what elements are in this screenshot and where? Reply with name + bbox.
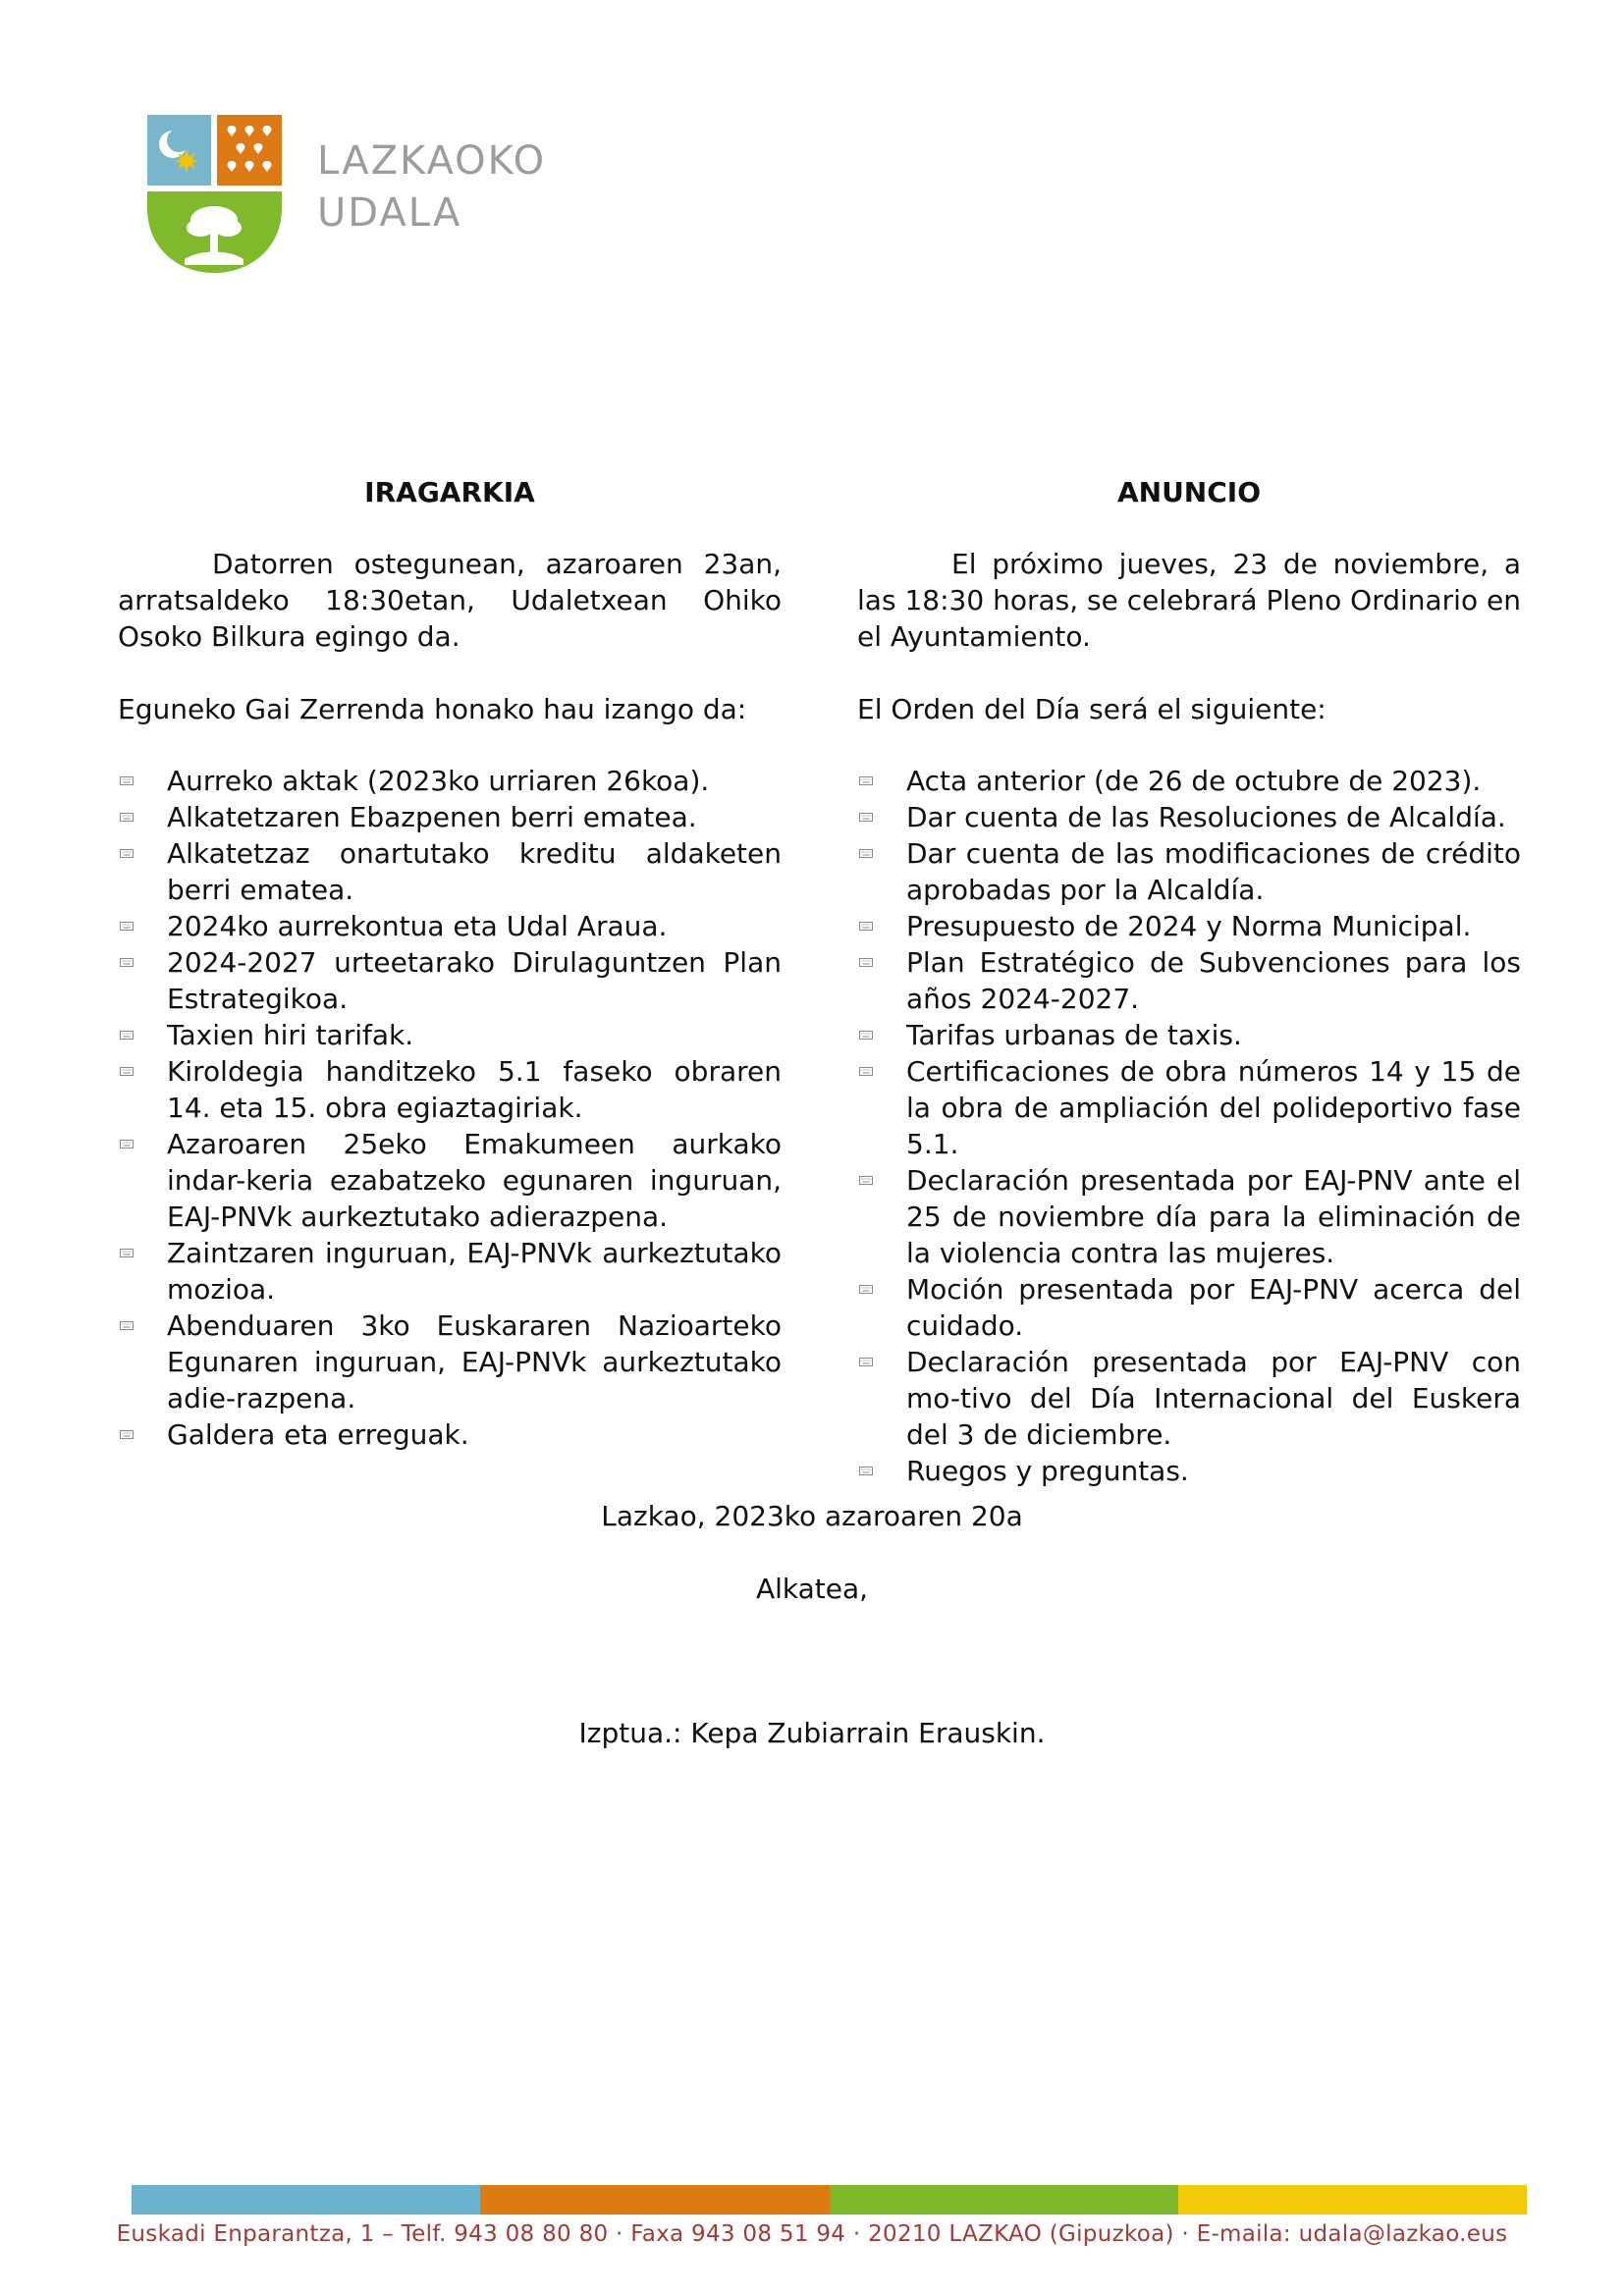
basque-column: [118, 474, 782, 1453]
keyboard-bullet-icon: [120, 847, 134, 860]
list-item: [857, 908, 1521, 944]
list-item-text: Dar cuenta de las modificaciones de crédito aprobadas por la Alcaldía.: [906, 837, 1521, 906]
logo-text-line2: UDALA: [317, 190, 462, 236]
keyboard-bullet-icon: [859, 811, 873, 824]
footer-color-bar: [132, 2185, 1527, 2215]
list-item: [118, 1053, 782, 1126]
keyboard-bullet-icon: [120, 774, 134, 787]
list-item-text: Alkatetzaz onartutako kreditu aldaketen berri ematea.: [167, 837, 782, 906]
keyboard-bullet-icon: [859, 1029, 873, 1041]
list-item-text: Presupuesto de 2024 y Norma Municipal.: [906, 910, 1472, 942]
footer-bar-green: [830, 2185, 1178, 2215]
basque-intro: Datorren ostegunean, azaroaren 23an, arratsaldeko 18:30etan, Udaletxean Ohiko Osoko Bilkura egingo da.: [118, 548, 782, 653]
keyboard-bullet-icon: [859, 920, 873, 933]
keyboard-bullet-icon: [859, 1465, 873, 1477]
list-item-text: Acta anterior (de 26 de octubre de 2023).: [906, 765, 1482, 797]
spanish-agenda-intro: El Orden del Día será el siguiente:: [857, 693, 1326, 725]
keyboard-bullet-icon: [120, 920, 134, 933]
keyboard-bullet-icon: [120, 1065, 134, 1078]
spanish-intro: El próximo jueves, 23 de noviembre, a las 18:30 horas, se celebrará Pleno Ordinario en el Ayuntamiento.: [857, 548, 1521, 653]
list-item-text: Moción presentada por EAJ-PNV acerca del cuidado.: [906, 1273, 1521, 1342]
spanish-column: [857, 474, 1521, 1489]
list-item: [857, 1271, 1521, 1344]
list-item: [118, 1308, 782, 1416]
list-item: [118, 908, 782, 944]
list-item: [857, 763, 1521, 799]
basque-agenda-intro: Eguneko Gai Zerrenda honako hau izango da:: [118, 693, 747, 725]
signatory-role: Alkatea,: [755, 1573, 869, 1605]
list-item-text: 2024-2027 urteetarako Dirulaguntzen Plan Estrategikoa.: [167, 946, 782, 1015]
list-item-text: Zaintzaren inguruan, EAJ-PNVk aurkeztutako mozioa.: [167, 1237, 782, 1306]
place-date: Lazkao, 2023ko azaroaren 20a: [601, 1500, 1023, 1532]
list-item-text: Tarifas urbanas de taxis.: [906, 1019, 1242, 1051]
list-item-text: Kiroldegia handitzeko 5.1 faseko obraren 14. eta 15. obra egiaztagiriak.: [167, 1055, 782, 1124]
list-item: [857, 1162, 1521, 1271]
keyboard-bullet-icon: [859, 1283, 873, 1296]
list-item-text: Dar cuenta de las Resoluciones de Alcaldía.: [906, 801, 1506, 833]
municipality-logo: [145, 112, 568, 279]
list-item: [857, 1453, 1521, 1489]
list-item-text: Declaración presentada por EAJ-PNV con mo-tivo del Día Internacional del Euskera del 3 de diciembre.: [906, 1346, 1521, 1451]
keyboard-bullet-icon: [859, 1174, 873, 1187]
keyboard-bullet-icon: [120, 1138, 134, 1150]
footer-address: Euskadi Enparantza, 1 – Telf. 943 08 80 80 · Faxa 943 08 51 94 · 20210 LAZKAO (Gipuzkoa) · E-maila: udala@lazkao.eus: [116, 2221, 1508, 2247]
list-item: [857, 1053, 1521, 1162]
list-item: [118, 1416, 782, 1453]
list-item: [118, 1017, 782, 1053]
spanish-agenda-list: [857, 763, 1521, 1489]
basque-heading: IRAGARKIA: [364, 476, 535, 508]
keyboard-bullet-icon: [859, 1356, 873, 1368]
list-item: [857, 835, 1521, 908]
spanish-heading: ANUNCIO: [1116, 476, 1262, 508]
footer-bar-orange: [480, 2185, 829, 2215]
list-item: [857, 1017, 1521, 1053]
list-item: [118, 835, 782, 908]
basque-agenda-list: [118, 763, 782, 1453]
keyboard-bullet-icon: [120, 956, 134, 969]
list-item-text: Galdera eta erreguak.: [167, 1418, 469, 1451]
list-item: [857, 1344, 1521, 1453]
keyboard-bullet-icon: [120, 1029, 134, 1041]
list-item-text: Declaración presentada por EAJ-PNV ante el 25 de noviembre día para la eliminación de la violencia contra las mujeres.: [906, 1164, 1521, 1269]
list-item: [857, 799, 1521, 835]
list-item-text: Taxien hiri tarifak.: [167, 1019, 414, 1051]
coat-of-arms-icon: [145, 112, 283, 274]
list-item-text: Ruegos y preguntas.: [906, 1455, 1189, 1487]
keyboard-bullet-icon: [859, 1065, 873, 1078]
list-item-text: Certificaciones de obra números 14 y 15 de la obra de ampliación del polideportivo fase 5.1.: [906, 1055, 1521, 1160]
list-item-text: Aurreko aktak (2023ko urriaren 26koa).: [167, 765, 710, 797]
list-item: [118, 1126, 782, 1235]
list-item: [118, 763, 782, 799]
list-item-text: Alkatetzaren Ebazpenen berri ematea.: [167, 801, 697, 833]
keyboard-bullet-icon: [120, 1319, 134, 1332]
logo-text-line1: LAZKAOKO: [317, 138, 547, 184]
list-item: [118, 1235, 782, 1308]
keyboard-bullet-icon: [859, 847, 873, 860]
keyboard-bullet-icon: [120, 1428, 134, 1441]
list-item-text: Abenduaren 3ko Euskararen Nazioarteko Egunaren inguruan, EAJ-PNVk aurkeztutako adie-razpena.: [167, 1309, 782, 1415]
keyboard-bullet-icon: [859, 956, 873, 969]
list-item-text: 2024ko aurrekontua eta Udal Araua.: [167, 910, 668, 942]
footer-bar-blue: [132, 2185, 480, 2215]
footer-bar-yellow: [1178, 2185, 1527, 2215]
list-item: [857, 944, 1521, 1017]
list-item: [118, 944, 782, 1017]
list-item-text: Azaroaren 25eko Emakumeen aurkako indar-keria ezabatzeko egunaren inguruan, EAJ-PNVk aurkeztutako adierazpena.: [167, 1128, 782, 1233]
signatory-name: Izptua.: Kepa Zubiarrain Erauskin.: [578, 1717, 1046, 1749]
keyboard-bullet-icon: [120, 811, 134, 824]
list-item: [118, 799, 782, 835]
keyboard-bullet-icon: [120, 1247, 134, 1259]
list-item-text: Plan Estratégico de Subvenciones para los años 2024-2027.: [906, 946, 1521, 1015]
keyboard-bullet-icon: [859, 774, 873, 787]
